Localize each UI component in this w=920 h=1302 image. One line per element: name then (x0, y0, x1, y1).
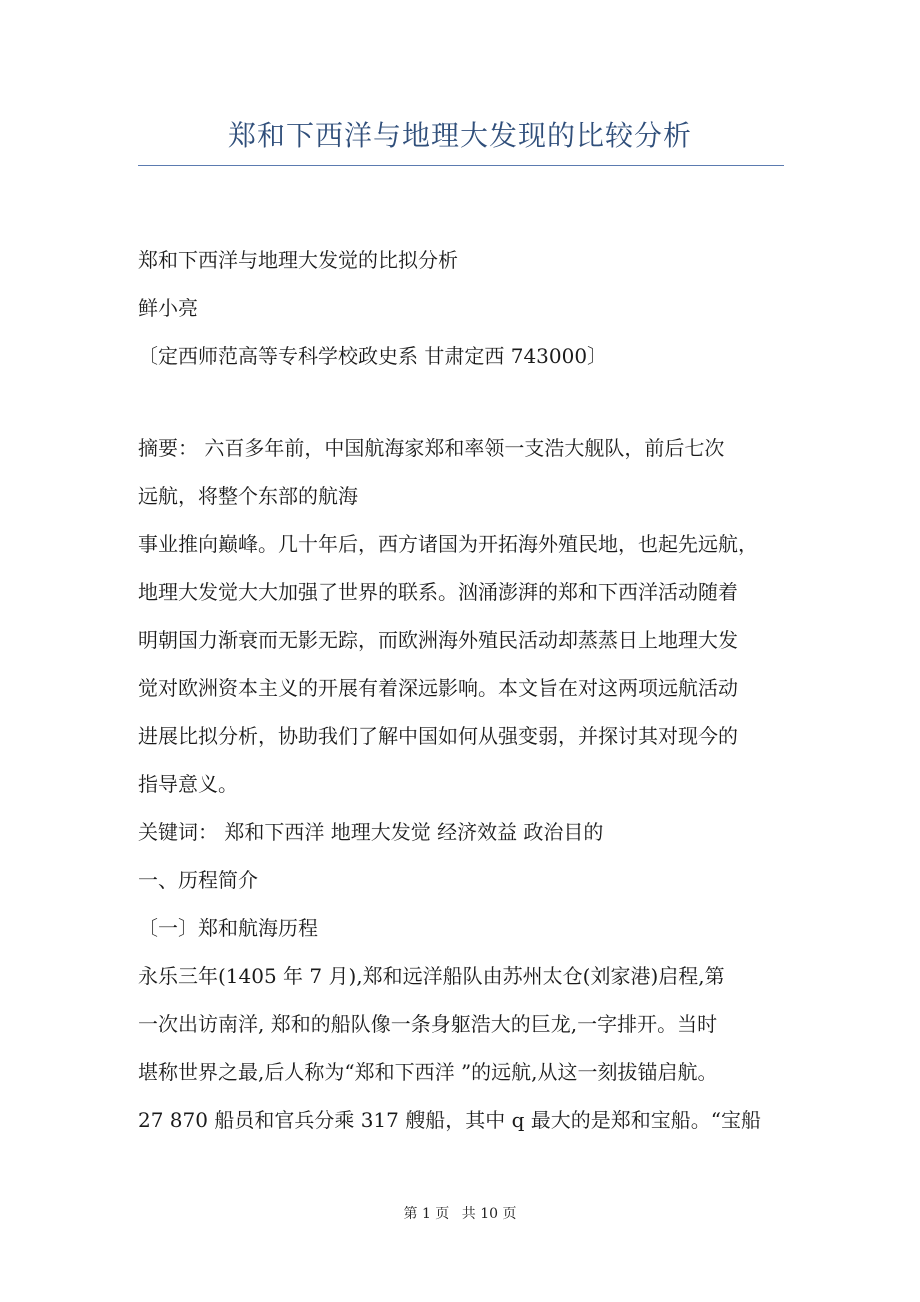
abstract-line: 事业推向巅峰。几十年后，西方诸国为开拓海外殖民地，也起先远航， (138, 532, 758, 556)
abstract (138, 424, 788, 808)
abstract-line: 觉对欧洲资本主义的开展有着深远影响。本文旨在对这两项远航活动 (138, 676, 738, 700)
body-line: 一次出访南洋, 郑和的船队像一条身躯浩大的巨龙,一字排开。当时 (138, 1012, 718, 1036)
document-body (138, 236, 788, 1144)
subsection-heading: 〔一〕郑和航海历程 (138, 916, 318, 940)
page-number: 第 1 页 (403, 1206, 450, 1222)
page-total: 共 10 页 (461, 1206, 517, 1222)
subtitle: 郑和下西洋与地理大发觉的比拟分析 (138, 248, 458, 272)
author: 鲜小亮 (138, 296, 198, 320)
section-heading: 一、历程简介 (138, 868, 258, 892)
abstract-line: 摘要： 六百多年前，中国航海家郑和率领一支浩大舰队，前后七次 (138, 436, 725, 460)
body-line: 堪称世界之最,后人称为“郑和下西洋 ”的远航,从这一刻拔锚启航。 (138, 1060, 718, 1084)
page-title: 郑和下西洋与地理大发现的比较分析 (227, 119, 692, 152)
body-paragraph (138, 952, 788, 1144)
keywords: 关键词： 郑和下西洋 地理大发觉 经济效益 政治目的 (138, 820, 604, 844)
body-line: 永乐三年(1405 年 7 月),郑和远洋船队由苏州太仓(刘家港)启程,第 (138, 964, 725, 988)
abstract-line: 进展比拟分析，协助我们了解中国如何从强变弱，并探讨其对现今的 (138, 724, 738, 748)
abstract-line: 指导意义。 (138, 772, 238, 796)
body-line: 27 870 船员和官兵分乘 317 艘船，其中 q 最大的是郑和宝船。“宝船 (138, 1108, 761, 1132)
affiliation: 〔定西师范高等专科学校政史系 甘肃定西 743000〕 (138, 344, 608, 368)
abstract-line: 地理大发觉大大加强了世界的联系。汹涌澎湃的郑和下西洋活动随着 (138, 580, 738, 604)
title-divider (138, 165, 784, 166)
abstract-line: 明朝国力渐衰而无影无踪，而欧洲海外殖民活动却蒸蒸日上地理大发 (138, 628, 738, 652)
page-footer (0, 1204, 920, 1224)
abstract-line: 远航，将整个东部的航海 (138, 484, 358, 508)
